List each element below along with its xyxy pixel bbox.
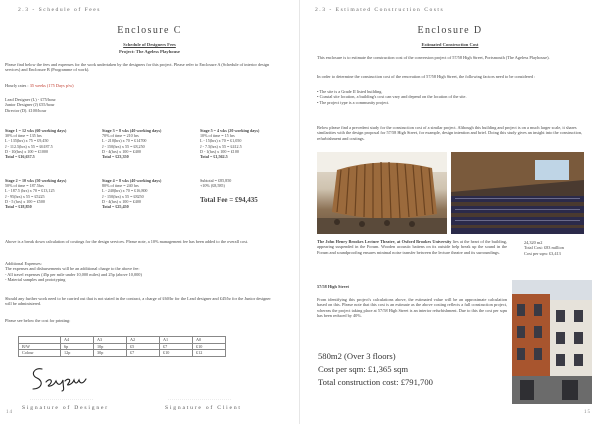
intro-paragraph: This enclosure is to estimate the construction cost of the conversion project of 57/58 High Street, Portsmouth (The Ageless Playhouse). — [317, 55, 550, 60]
project-name: Project: The Ageless Playhouse — [119, 49, 180, 54]
management-fee-line: +10% (£8,585) — [200, 183, 225, 189]
enclosure-subtitle: Estimated Construction Cost — [421, 42, 479, 47]
stage-line: L - 15(hrs) x 70 = £1,050 — [200, 138, 242, 144]
table-cell: £7 — [127, 350, 160, 357]
lecture-theatre-exterior-illustration — [317, 152, 447, 234]
precedent-total-cost: Total Cost: £83 million — [524, 245, 564, 251]
precedent-cost-per-sqm: Cost per sqm: £3,413 — [524, 250, 561, 256]
precedent-area: 24,320 m2 — [524, 240, 543, 245]
table-cell: £10 — [160, 350, 193, 357]
stage-line: J - 150(hrs) x 55 = £8250 — [102, 193, 144, 199]
table-cell: £7 — [160, 343, 193, 350]
stage-heading: Stage 2 = 10 wks (50 working days) — [5, 178, 67, 183]
stage-heading: Stage 1 = 12 wks (60 working days) — [5, 128, 67, 133]
precedent-body: lies at the heart of the building, appearing suspended in the Forum. Wooden acoustic battens on its outside help break up the sound in the Forum and soundproofing ensures minimal noise transfer between the lecture theatre and its surroundings. — [317, 239, 508, 255]
stage-line: D - 4(hrs) x 100 = £400 — [102, 198, 141, 204]
stage-block — [5, 178, 66, 209]
stage-line: 80% of time = 240 hrs — [102, 183, 139, 189]
stage-line: J - 95(hrs) x 55 = £5225 — [5, 193, 45, 199]
table-cell: £10 — [193, 343, 226, 350]
expense-line: - All travel expenses (45p per mile under 10,000 miles) and 25p (above 10,000) — [5, 271, 142, 277]
additional-title: Additional Expenses: — [5, 261, 42, 266]
table-cell: 10p — [94, 343, 127, 350]
stage-total: Total = £16,637.5 — [5, 154, 35, 160]
stage-block — [102, 178, 161, 209]
lecture-theatre-interior-photo — [451, 152, 584, 234]
extra-work-paragraph: Should any further work need to be carried out that is not stated in the contract, a charge of £60/hr for the Lead designer and £45/hr for the Junior designer will be administered. — [5, 296, 271, 307]
stage-line: D - 10(hrs) x 100 = £1000 — [5, 148, 49, 154]
printing-cost-table — [18, 336, 226, 357]
stage-total: Total = £25,450 — [102, 204, 129, 210]
precedent-description — [317, 239, 507, 255]
precedent-paragraph: Below please find a precedent study for the construction cost of a similar project. Although this building and project is on a much larger scale, it shares similarities with the design proposal for 57/58 High Street, for example, design intention and brief. Doing this study gives an insight into the construction, refurbishment and costings. — [317, 125, 583, 141]
printing-intro: Please see below the cost for printing: — [5, 318, 71, 323]
factor-item: • The project type is a community project. — [317, 99, 390, 105]
stage-line: J - 112.5(hrs) x 55 = £6187.5 — [5, 143, 53, 149]
factors-list — [317, 89, 587, 105]
designer-signature-line: ................................ — [30, 396, 94, 401]
rate-list — [5, 97, 165, 113]
table-cell: £12 — [193, 350, 226, 357]
hourly-value: 35 weeks (175 Days p/w) — [29, 83, 74, 88]
rate-lead: Lead Designer (L) - £75/hour — [5, 97, 56, 102]
page-number: 14 — [6, 410, 13, 415]
enclosure-subtitle: Schedule of Designers Fees — [123, 42, 176, 47]
stage-heading: Stage 5 = 4 wks (20 working days) — [200, 128, 260, 133]
stage-line: 30% of time = 135 hrs — [5, 133, 42, 139]
stage-line: L - 210(hrs) x 70 = £14700 — [102, 138, 147, 144]
table-cell: 6p — [61, 343, 94, 350]
stage-heading: Stage 3 = 8 wks (40 working days) — [102, 128, 162, 133]
stage-line: J - 150(hrs) x 55 = £8,250 — [102, 143, 145, 149]
stage-block — [200, 128, 259, 159]
page-number: 15 — [584, 410, 591, 415]
table-cell: A3 — [94, 337, 127, 344]
designer-signature-label: Signature of Designer — [22, 405, 109, 411]
expense-line: - Material samples and prototyping — [5, 277, 66, 283]
factor-item: • The site is a Grade II listed building. — [317, 89, 383, 94]
cost-per-sqm: Cost per sqm: £1,365 sqm — [318, 364, 408, 374]
total-construction-cost: Total construction cost: £791,700 — [318, 377, 433, 387]
table-cell: Colour — [19, 350, 61, 357]
table-cell: A2 — [127, 337, 160, 344]
factor-item: • Coastal site location, a building's cost can vary and depend on the location of the site. — [317, 94, 467, 100]
table-cell: A0 — [193, 337, 226, 344]
table-cell: A4 — [61, 337, 94, 344]
stage-total: Total = £18,850 — [5, 204, 32, 210]
expense-line: The expenses and disbursements will be an additional charge to the above fee: — [5, 266, 140, 272]
intro-paragraph: Please find below the fees and expenses for the work undertaken by the designers for this project. Please refer to Enclosure A (Schedule of interior design services) and Enclosure B (Programme of work). — [5, 62, 270, 73]
enclosure-title: Enclosure D — [417, 25, 483, 36]
client-signature-line: ................................ — [168, 396, 232, 401]
stage-line: 50% of time = 187.5hrs — [5, 183, 44, 189]
right-page — [300, 0, 600, 424]
table-cell: B/W — [19, 343, 61, 350]
precedent-title: The John Henry Brookes Lecture Theatre, at Oxford Brookes University — [317, 239, 452, 244]
stage-line: J - 7.5(hrs) x 55 = £412.5 — [200, 143, 242, 149]
precedent-stats — [524, 240, 594, 256]
stage-line: 10% of time = 15 hrs — [200, 133, 235, 139]
stage-line: L - 240(hrs) x 70 = £16,800 — [102, 188, 148, 194]
client-signature-label: Signature of Client — [165, 405, 242, 411]
table-cell: 30p — [94, 350, 127, 357]
section-header: 2.3 - Schedule of Fees — [18, 7, 101, 13]
stage-total: Total = £23,350 — [102, 154, 129, 160]
factors-paragraph: In order to determine the construction cost of the renovation of 57/58 High Street, the following factors need to be considered : — [317, 74, 536, 79]
high-street-illustration — [512, 280, 592, 404]
enclosure-title: Enclosure C — [117, 25, 182, 36]
stage-block — [5, 128, 66, 159]
stage-line: L - 187.5 (hrs) x 70 = £13,125 — [5, 188, 55, 194]
subtotal-block — [200, 178, 231, 188]
lecture-theatre-exterior-photo — [317, 152, 447, 234]
table-cell: 12p — [61, 350, 94, 357]
stage-total: Total = £1,562.5 — [200, 154, 228, 160]
rate-junior: Junior Designer (J) £55/hour — [5, 102, 55, 108]
stage-line: D - 5 (hrs) x 100 = £500 — [5, 198, 45, 204]
table-cell: £5 — [127, 343, 160, 350]
breakdown-paragraph: Above is a break down calculation of costings for the design services. Please note, a 10% management fee has been added to the overall cost. — [5, 239, 249, 244]
lecture-theatre-interior-illustration — [451, 152, 584, 234]
rate-director: Director (D). £100/hour — [5, 107, 47, 113]
table-row — [19, 350, 226, 357]
table-cell: A1 — [160, 337, 193, 344]
designer-signature — [28, 363, 90, 393]
section-header: 2.3 - Estimated Construction Costs — [315, 7, 445, 13]
stage-line: D - 1(hrs) x 100 = £100 — [200, 148, 239, 154]
additional-expenses — [5, 261, 275, 283]
stage-line: D - 4(hrs) x 100 = £400 — [102, 148, 141, 154]
estimate-paragraph: From identifying this project's calculations above, the estimated value will be an approximate calculation based on this. Please note that this cost is an estimate as the above costing reflects a full construction project, whereas the project taking place at 57/58 High Street is an interior refurbishment. Due to this the cost per sqm has been reduced by 40%. — [317, 297, 507, 319]
area-summary: 580m2 (Over 3 floors) — [318, 351, 396, 361]
subtotal-line: Subtotal = £85,850 — [200, 178, 232, 183]
stage-block — [102, 128, 161, 159]
stage-line: 70% of time = 210 hrs — [102, 133, 139, 139]
hourly-label: Hourly rates : — [5, 83, 30, 88]
hourly-rates — [5, 83, 265, 88]
total-fee: Total Fee = £94,435 — [200, 196, 258, 204]
site-address: 57/58 High Street — [317, 284, 349, 289]
stage-heading: Stage 4 = 8 wks (40 working days) — [102, 178, 162, 183]
stage-line: L - 135(hrs) x 75 = £9,450 — [5, 138, 49, 144]
high-street-photo — [512, 280, 592, 404]
